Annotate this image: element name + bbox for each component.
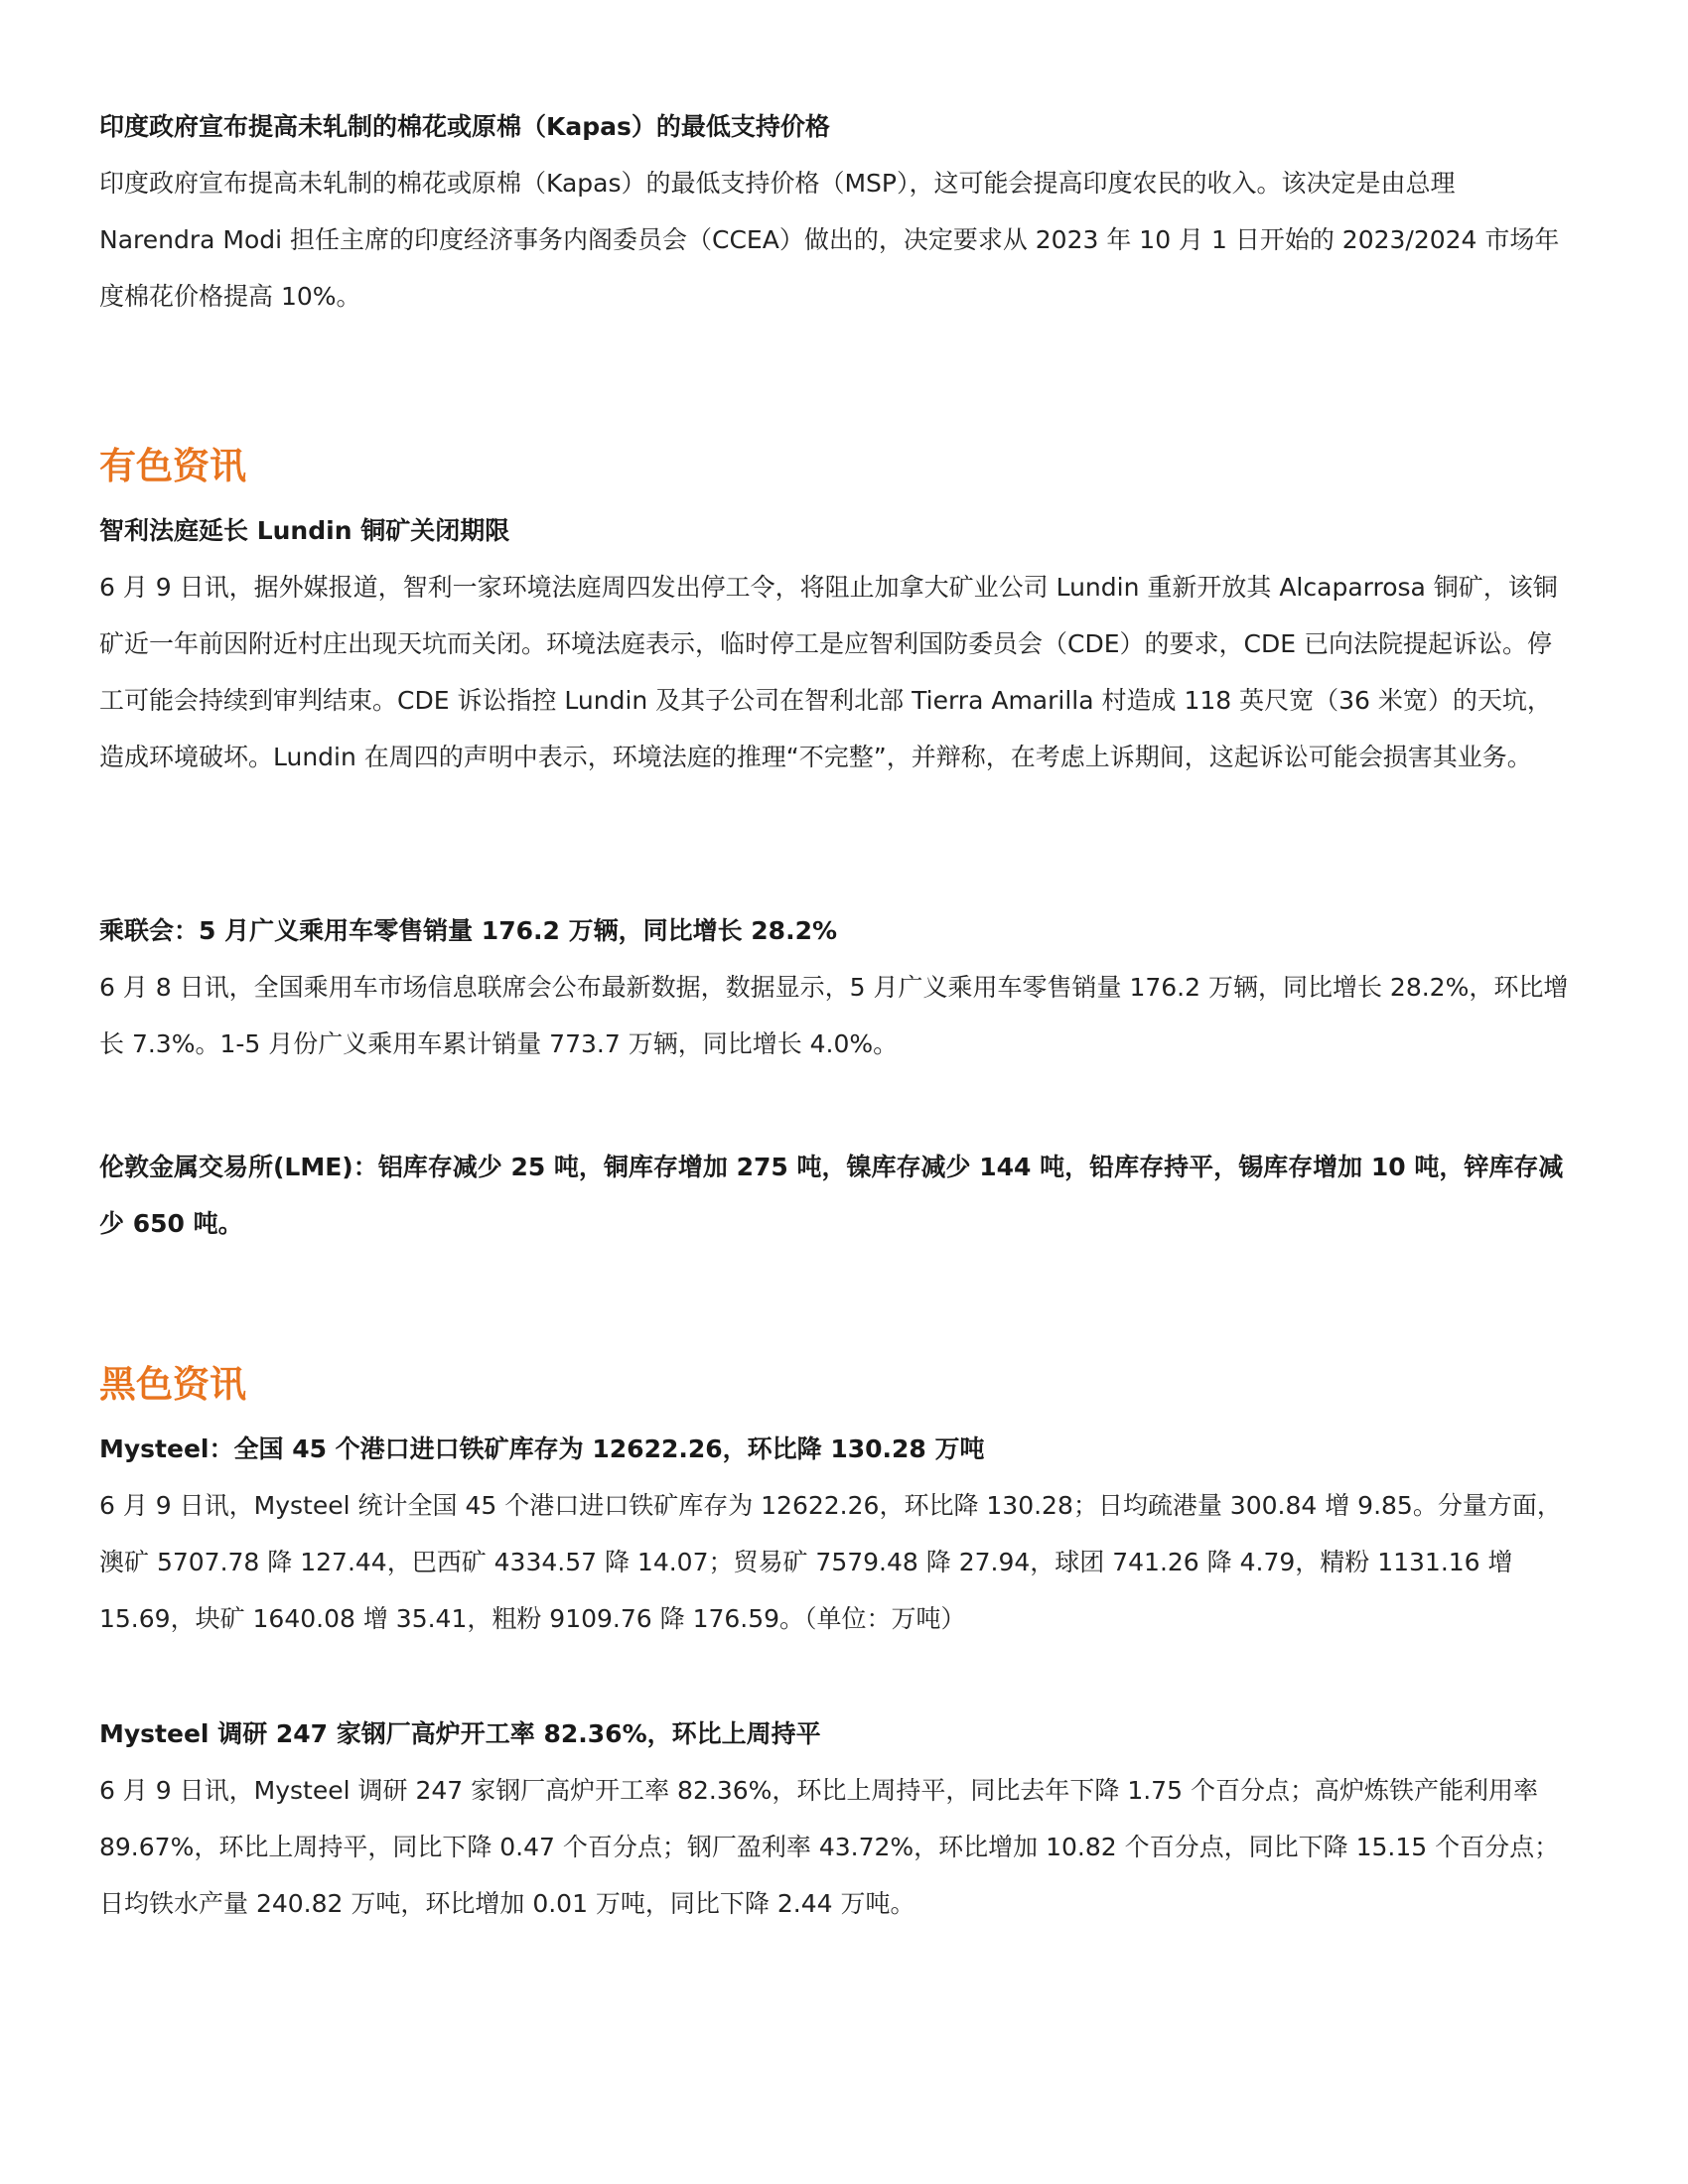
section-heading-ferrous: 黑色资讯 [99,1363,246,1406]
article-body: 6 月 9 日讯，据外媒报道，智利一家环境法庭周四发出停工令，将阻止加拿大矿业公司 Lundin 重新开放其 Alcaparrosa 铜矿，该铜矿近一年前因附近村庄出现天坑而关闭。环境法庭表示，临时停工是应智利国防委员会（CDE）的要求，CDE 已向法院提起诉讼。停工可能会持续到审判结束。CDE 诉讼指控 Lundin 及其子公司在智利北部 Tierra Amarilla 村造成 118 英尺宽（36 米宽）的天坑，造成环境破坏。Lundin 在周四的声明中表示，环境法庭的推理“不完整”，并辩称，在考虑上诉期间，这起诉讼可能会损害其业务。 [99,573,1558,771]
article-body: 6 月 9 日讯，Mysteel 统计全国 45 个港口进口铁矿库存为 12622.26，环比降 130.28；日均疏港量 300.84 增 9.85。分量方面，澳矿 5707.78 降 127.44，巴西矿 4334.57 降 14.07；贸易矿 7579.48 降 27.94，球团 741.26 降 4.79，精粉 1131.16 增 15.69，块矿 1640.08 增 35.41，粗粉 9109.76 降 176.59。（单位：万吨） [99,1491,1562,1633]
article-title: Mysteel：全国 45 个港口进口铁矿库存为 12622.26，环比降 130.28 万吨 [99,1434,985,1463]
article-cotton [99,107,1569,325]
article-lundin [99,511,1569,785]
article-title: 伦敦金属交易所(LME)：铝库存减少 25 吨，铜库存增加 275 吨，镍库存减少 144 吨，铅库存持平，锡库存增加 10 吨，锌库存减少 650 吨。 [99,1153,1564,1238]
article-lme [99,1139,1569,1252]
article-title: Mysteel 调研 247 家钢厂高炉开工率 82.36%，环比上周持平 [99,1719,821,1748]
article-body: 6 月 9 日讯，Mysteel 调研 247 家钢厂高炉开工率 82.36%，环比上周持平，同比去年下降 1.75 个百分点；高炉炼铁产能利用率 89.67%，环比上周持平，同比下降 0.47 个百分点；钢厂盈利率 43.72%，环比增加 10.82 个百分点，同比下降 15.15 个百分点；日均铁水产量 240.82 万吨，环比增加 0.01 万吨，同比下降 2.44 万吨。 [99,1776,1560,1918]
article-cpca [99,911,1569,1072]
article-body: 6 月 8 日讯，全国乘用车市场信息联席会公布最新数据，数据显示，5 月广义乘用车零售销量 176.2 万辆，同比增长 28.2%，环比增长 7.3%。1-5 月份广义乘用车累计销量 773.7 万辆，同比增长 4.0%。 [99,973,1569,1058]
article-title: 乘联会：5 月广义乘用车零售销量 176.2 万辆，同比增长 28.2% [99,916,838,945]
article-body: 印度政府宣布提高未轧制的棉花或原棉（Kapas）的最低支持价格（MSP），这可能会提高印度农民的收入。该决定是由总理 Narendra Modi 担任主席的印度经济事务内阁委员会（CCEA）做出的，决定要求从 2023 年 10 月 1 日开始的 2023/2024 市场年度棉花价格提高 10%。 [99,169,1560,311]
article-blast-furnace [99,1714,1569,1932]
article-iron-ore [99,1430,1569,1647]
article-title: 智利法庭延长 Lundin 铜矿关闭期限 [99,516,510,545]
section-heading-nonferrous: 有色资讯 [99,445,246,487]
article-title: 印度政府宣布提高未轧制的棉花或原棉（Kapas）的最低支持价格 [99,112,830,141]
